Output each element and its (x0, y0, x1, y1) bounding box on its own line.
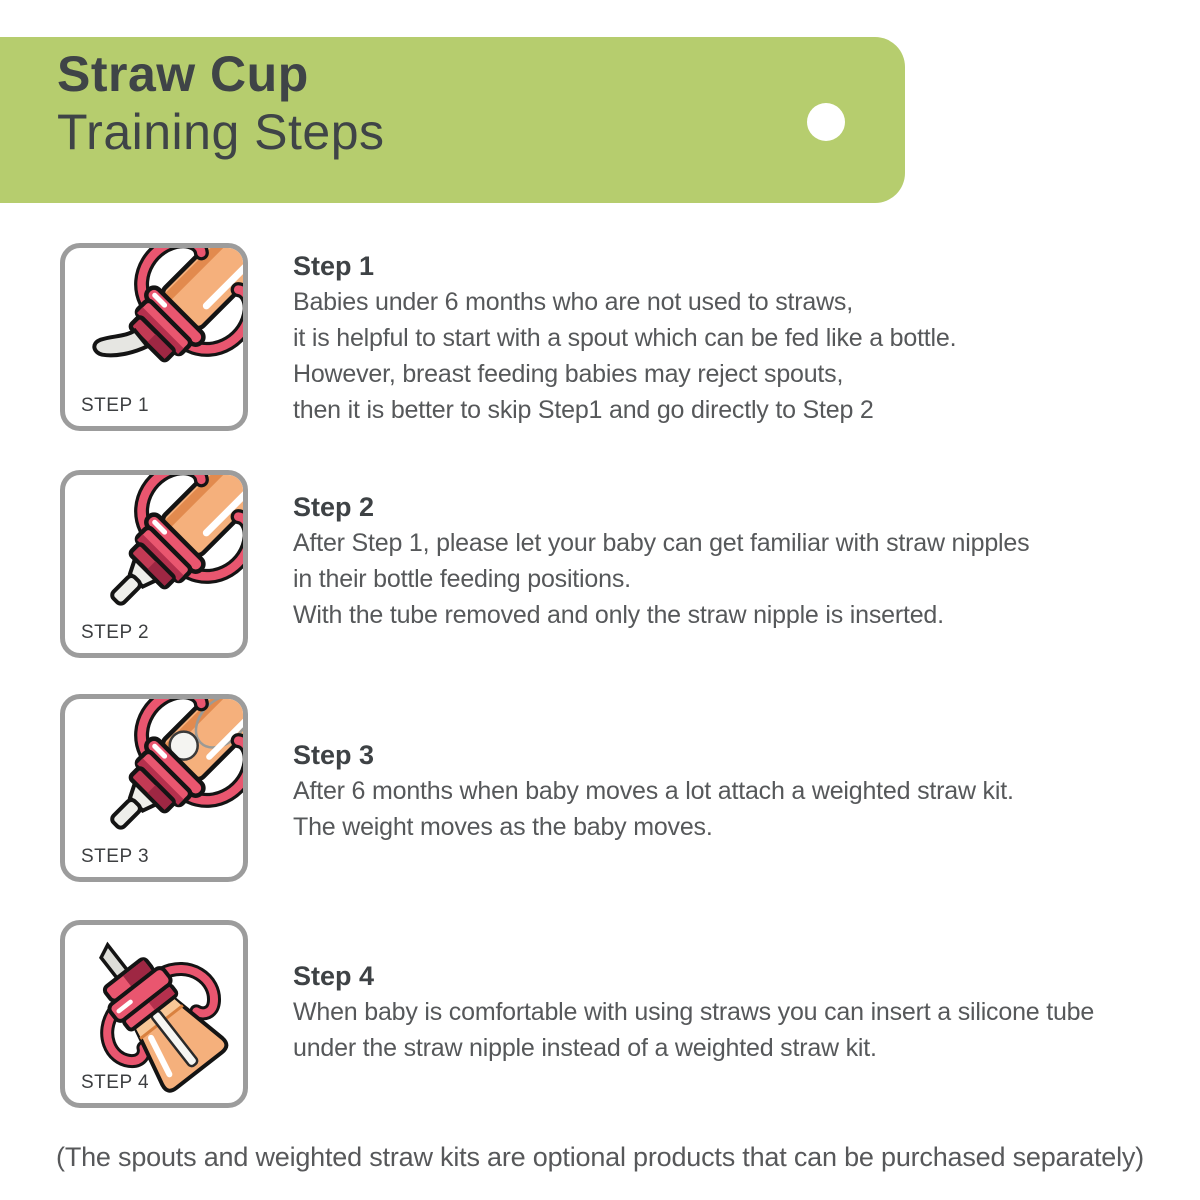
step-1-heading: Step 1 (293, 251, 375, 281)
step-3-heading: Step 3 (293, 740, 375, 770)
footer-note: (The spouts and weighted straw kits are optional products that can be purchased separately) (56, 1142, 1144, 1172)
step-1-line: then it is better to skip Step1 and go directly to Step 2 (293, 396, 874, 424)
step-2-text (293, 470, 1029, 658)
step-4-label: STEP 4 (81, 1072, 150, 1093)
step-4-heading: Step 4 (293, 961, 375, 991)
page-title-line1: Straw Cup (57, 46, 309, 102)
step-1-line: However, breast feeding babies may reject spouts, (293, 360, 844, 388)
step-3-line: After 6 months when baby moves a lot attach a weighted straw kit. (293, 777, 1014, 805)
step-2-heading: Step 2 (293, 492, 375, 522)
step-1-image-box (60, 243, 248, 431)
step-4-text (293, 920, 1094, 1108)
step-1-text (293, 243, 956, 431)
step-row-1 (60, 243, 1170, 431)
step-2-line: After Step 1, please let your baby can get familiar with straw nipples (293, 529, 1030, 557)
step-1-line: Babies under 6 months who are not used to straws, (293, 288, 853, 316)
step-1-label: STEP 1 (81, 395, 150, 416)
banner-hole-dot (807, 103, 845, 141)
step-3-text (293, 694, 1014, 882)
step-4-image-box (60, 920, 248, 1108)
page-title-line2: Training Steps (57, 104, 385, 160)
step-2-line: With the tube removed and only the straw nipple is inserted. (293, 601, 944, 629)
step-2-line: in their bottle feeding positions. (293, 565, 631, 593)
step-row-4 (60, 920, 1170, 1108)
step-2-label: STEP 2 (81, 622, 150, 643)
step-1-line: it is helpful to start with a spout which can be fed like a bottle. (293, 324, 957, 352)
step-2-image-box (60, 470, 248, 658)
step-row-2 (60, 470, 1170, 658)
step-3-line: The weight moves as the baby moves. (293, 813, 713, 841)
step-3-label: STEP 3 (81, 846, 150, 867)
step-4-line: When baby is comfortable with using straws you can insert a silicone tube (293, 998, 1095, 1026)
title-banner (0, 37, 905, 203)
step-row-3 (60, 694, 1170, 882)
step-3-image-box (60, 694, 248, 882)
step-4-line: under the straw nipple instead of a weighted straw kit. (293, 1034, 877, 1062)
page-title (57, 45, 385, 161)
